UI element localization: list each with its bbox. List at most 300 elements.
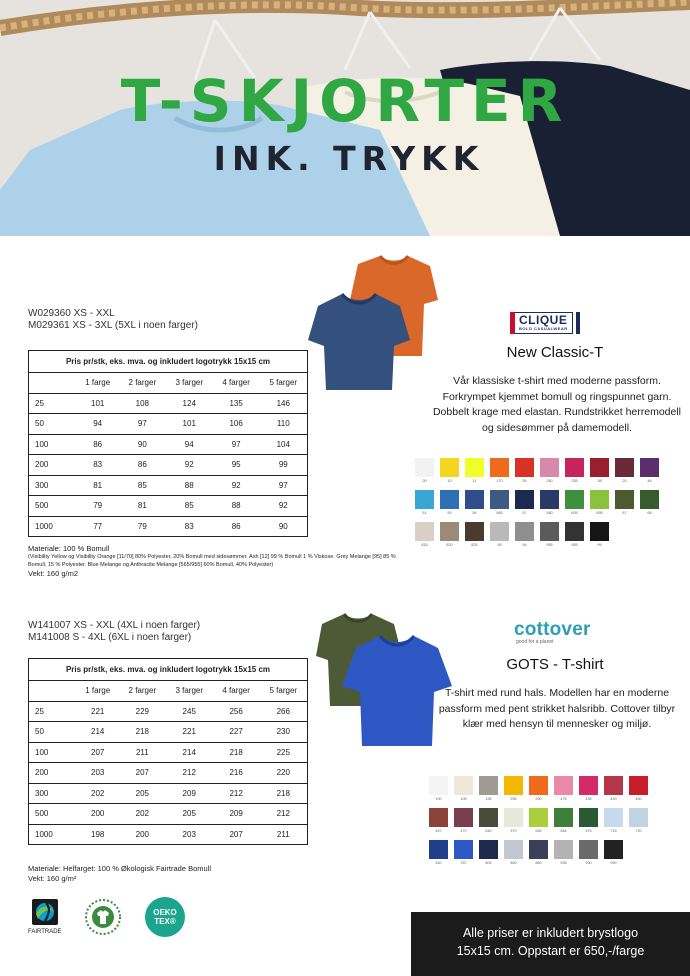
swatch-row	[414, 490, 664, 516]
footer-line-2: 15x15 cm. Oppstart er 650,-/farge	[456, 944, 645, 958]
swatch-code: 56	[472, 511, 477, 515]
price-cell: 212	[260, 804, 308, 825]
price-cell: 221	[166, 722, 213, 743]
color-swatch	[589, 490, 610, 516]
quantity-cell: 300	[29, 475, 77, 496]
price-cell: 108	[119, 393, 166, 414]
price-cell: 230	[260, 722, 308, 743]
swatch-code: 540	[485, 829, 492, 833]
table-row	[29, 783, 308, 804]
swatch-code: 440	[610, 797, 617, 801]
table-row	[29, 824, 308, 845]
color-swatch	[414, 490, 435, 516]
price-cell: 205	[119, 783, 166, 804]
color-swatch	[439, 490, 460, 516]
swatch-chip	[540, 458, 559, 477]
swatch-chip	[604, 776, 623, 795]
swatch-chip	[479, 776, 498, 795]
price-cell: 211	[260, 824, 308, 845]
price-cell: 229	[119, 701, 166, 722]
material-line: Materiale: Helfarget: 100 % Økologisk Fairtrade Bomull	[28, 864, 211, 873]
price-cell: 97	[213, 434, 260, 455]
color-swatch	[464, 490, 485, 516]
swatch-chip	[440, 522, 459, 541]
swatch-chip	[465, 522, 484, 541]
swatch-code: 880	[535, 861, 542, 865]
quantity-cell: 100	[29, 742, 77, 763]
price-cell: 135	[213, 393, 260, 414]
oeko-line-1: OEKO	[152, 908, 177, 917]
fairtrade-logo	[28, 899, 62, 935]
product-description: T-shirt med rund hals. Modellen har en moderne passform med pent strikket halsribb. Cottover tilbyr klær med hensyn til mennesker og miljø.	[438, 687, 676, 730]
swatch-code: 51	[422, 511, 427, 515]
swatch-chip	[554, 808, 573, 827]
cottover-logo	[514, 620, 591, 645]
price-cell: 146	[260, 393, 308, 414]
swatch-code: 545	[535, 829, 542, 833]
price-cell: 95	[213, 455, 260, 476]
color-swatch	[539, 490, 560, 516]
swatch-chip	[504, 776, 523, 795]
color-swatch	[528, 808, 549, 834]
price-cell: 211	[119, 742, 166, 763]
swatch-code: 255	[571, 479, 578, 483]
swatch-chip	[540, 522, 559, 541]
price-cell: 256	[213, 701, 260, 722]
swatch-code: 850	[510, 861, 517, 865]
product-name: GOTS - T-shirt	[506, 656, 604, 673]
table-row	[29, 763, 308, 784]
product-name: New Classic-T	[506, 344, 604, 361]
swatch-code: 825	[471, 543, 478, 547]
color-swatch	[489, 522, 510, 548]
table-row	[29, 393, 308, 414]
color-swatch	[603, 776, 624, 802]
brand-name: cottover	[514, 619, 591, 640]
swatch-chip	[504, 840, 523, 859]
quantity-cell: 200	[29, 455, 77, 476]
product-section-clique	[0, 236, 690, 596]
swatch-code: 290	[535, 797, 542, 801]
quantity-cell: 100	[29, 434, 77, 455]
model-line: W029360 XS - XXL	[28, 308, 115, 319]
swatch-code: 935	[560, 861, 567, 865]
price-cell: 86	[119, 455, 166, 476]
swatch-code: 450	[635, 797, 642, 801]
color-swatches	[428, 776, 653, 872]
column-header: 3 farger	[166, 373, 213, 394]
color-swatch	[453, 776, 474, 802]
price-table	[28, 350, 308, 537]
price-cell: 94	[166, 434, 213, 455]
price-cell: 218	[119, 722, 166, 743]
color-swatch	[539, 458, 560, 484]
swatch-chip	[565, 458, 584, 477]
price-cell: 266	[260, 701, 308, 722]
price-cell: 101	[77, 393, 119, 414]
swatch-code: 105	[460, 797, 467, 801]
product-description: Vår klassiske t-shirt med moderne passform. Forkrympet kjemmet bomull og ringspunnet garn. Dobbelt krage med elastan. Rundstrikket herremodell og sidesømmer på damemodell.	[432, 375, 682, 434]
swatch-chip	[479, 808, 498, 827]
color-swatch	[564, 522, 585, 548]
swatch-code: 570	[510, 829, 517, 833]
color-swatches	[414, 458, 664, 554]
swatch-chip	[429, 808, 448, 827]
swatch-chip	[454, 840, 473, 859]
color-swatch	[428, 840, 449, 866]
swatch-chip	[590, 522, 609, 541]
gots-logo	[84, 898, 122, 936]
hero-subtitle: INK. TRYKK	[213, 139, 485, 178]
price-table-header-row	[29, 681, 308, 702]
product-photo-clique	[308, 244, 438, 399]
swatch-chip	[440, 490, 459, 509]
swatch-code: 10	[447, 479, 452, 483]
quantity-cell: 50	[29, 414, 77, 435]
oeko-tex-logo	[144, 896, 186, 938]
swatch-row	[414, 522, 664, 548]
swatch-row	[428, 840, 653, 866]
quantity-cell: 500	[29, 496, 77, 517]
price-cell: 124	[166, 393, 213, 414]
column-header: 2 farger	[119, 373, 166, 394]
column-header: 4 farger	[213, 681, 260, 702]
price-cell: 218	[213, 742, 260, 763]
cert-label: FAIRTRADE	[28, 929, 62, 935]
table-row	[29, 516, 308, 537]
footer-line-1: Alle priser er inkludert brystlogo	[462, 926, 639, 940]
clique-logo	[510, 312, 580, 334]
model-line: M141008 S - 4XL (6XL i noen farger)	[28, 632, 192, 643]
column-header	[29, 373, 77, 394]
swatch-chip	[465, 458, 484, 477]
price-cell: 86	[213, 516, 260, 537]
swatch-code: 25	[622, 479, 627, 483]
color-swatch	[503, 808, 524, 834]
color-swatch	[589, 458, 610, 484]
color-swatch	[564, 458, 585, 484]
swatch-chip	[490, 490, 509, 509]
price-cell: 94	[77, 414, 119, 435]
swatch-code: 155	[485, 797, 492, 801]
color-swatch	[414, 458, 435, 484]
price-cell: 214	[77, 722, 119, 743]
price-cell: 216	[213, 763, 260, 784]
swatch-code: 100	[435, 797, 442, 801]
swatch-code: 46	[647, 479, 652, 483]
brand-tagline: BOLD CASUALWEAR	[519, 326, 568, 331]
price-cell: 205	[166, 804, 213, 825]
swatch-chip	[515, 490, 534, 509]
swatch-chip	[590, 490, 609, 509]
price-cell: 220	[260, 763, 308, 784]
swatch-code: 57	[522, 511, 527, 515]
color-swatch	[589, 522, 610, 548]
swatch-chip	[565, 490, 584, 509]
swatch-code: 440	[435, 861, 442, 865]
brand-name: CLIQUE	[519, 313, 568, 327]
color-swatch	[428, 776, 449, 802]
swatch-code: 68	[647, 511, 652, 515]
price-cell: 88	[213, 496, 260, 517]
swatch-chip	[454, 808, 473, 827]
color-swatch	[539, 522, 560, 548]
color-swatch	[478, 808, 499, 834]
price-cell: 101	[166, 414, 213, 435]
column-header: 5 farger	[260, 373, 308, 394]
swatch-code: 575	[585, 829, 592, 833]
price-cell: 207	[77, 742, 119, 763]
color-swatch	[603, 840, 624, 866]
color-swatch	[503, 840, 524, 866]
color-swatch	[453, 808, 474, 834]
quantity-cell: 300	[29, 783, 77, 804]
swatch-chip	[565, 522, 584, 541]
color-swatch	[453, 840, 474, 866]
swatch-code: 38	[597, 479, 602, 483]
price-table-header-row	[29, 373, 308, 394]
price-cell: 207	[213, 824, 260, 845]
table-row	[29, 496, 308, 517]
material-info	[28, 864, 211, 884]
swatch-code: 250	[546, 479, 553, 483]
color-swatch	[428, 808, 449, 834]
swatch-code: 805	[485, 861, 492, 865]
price-cell: 99	[260, 455, 308, 476]
swatch-code: 820	[446, 543, 453, 547]
price-cell: 92	[260, 496, 308, 517]
price-cell: 212	[213, 783, 260, 804]
swatch-chip	[529, 808, 548, 827]
price-cell: 225	[260, 742, 308, 763]
swatch-code: 955	[571, 543, 578, 547]
swatch-code: 580	[546, 511, 553, 515]
swatch-chip	[479, 840, 498, 859]
swatch-chip	[529, 776, 548, 795]
quantity-cell: 200	[29, 763, 77, 784]
color-swatch	[478, 776, 499, 802]
swatch-code: 95	[497, 543, 502, 547]
price-cell: 77	[77, 516, 119, 537]
hero-title: T-SKJORTER	[120, 67, 570, 135]
price-cell: 83	[77, 455, 119, 476]
price-table-caption: Pris pr/stk, eks. mva. og inkludert logotrykk 15x15 cm	[29, 351, 308, 373]
column-header: 5 farger	[260, 681, 308, 702]
swatch-code: 815	[421, 543, 428, 547]
quantity-cell: 50	[29, 722, 77, 743]
swatch-code: 584	[560, 829, 567, 833]
price-cell: 202	[119, 804, 166, 825]
swatch-chip	[590, 458, 609, 477]
swatch-chip	[554, 840, 573, 859]
quantity-cell: 1000	[29, 516, 77, 537]
color-swatch	[578, 776, 599, 802]
price-cell: 227	[213, 722, 260, 743]
swatch-code: 787	[460, 861, 467, 865]
color-swatch	[639, 458, 660, 484]
price-cell: 90	[260, 516, 308, 537]
column-header: 1 farge	[77, 681, 119, 702]
price-cell: 79	[119, 516, 166, 537]
swatch-code: 435	[585, 797, 592, 801]
swatch-chip	[515, 458, 534, 477]
price-cell: 92	[213, 475, 260, 496]
color-swatch	[489, 490, 510, 516]
swatch-code: 99	[597, 543, 602, 547]
swatch-code: 930	[585, 861, 592, 865]
swatch-row	[414, 458, 664, 484]
swatch-code: 67	[622, 511, 627, 515]
swatch-code: 457	[435, 829, 442, 833]
color-swatch	[464, 522, 485, 548]
swatch-chip	[615, 458, 634, 477]
price-cell: 209	[213, 804, 260, 825]
price-cell: 212	[166, 763, 213, 784]
price-cell: 97	[260, 475, 308, 496]
swatch-chip	[640, 458, 659, 477]
price-cell: 83	[166, 516, 213, 537]
brand-tagline: good for a planet	[516, 639, 554, 645]
price-table-caption: Pris pr/stk, eks. mva. og inkludert logotrykk 15x15 cm	[29, 659, 308, 681]
price-cell: 209	[166, 783, 213, 804]
swatch-chip	[440, 458, 459, 477]
color-swatch	[628, 808, 649, 834]
swatch-code: 565	[496, 511, 503, 515]
swatch-code: 695	[596, 511, 603, 515]
price-cell: 214	[166, 742, 213, 763]
hero-banner	[0, 0, 690, 236]
color-swatch	[578, 840, 599, 866]
swatch-row	[428, 776, 653, 802]
swatch-row	[428, 808, 653, 834]
swatch-code: 255	[510, 797, 517, 801]
color-swatch	[553, 808, 574, 834]
price-table	[28, 658, 308, 845]
price-cell: 202	[77, 783, 119, 804]
model-numbers	[28, 308, 198, 332]
quantity-cell: 25	[29, 701, 77, 722]
swatch-code: 35	[522, 479, 527, 483]
swatch-code: 11	[472, 479, 477, 483]
price-cell: 104	[260, 434, 308, 455]
color-swatch	[578, 808, 599, 834]
color-swatch	[639, 490, 660, 516]
swatch-chip	[429, 776, 448, 795]
swatch-chip	[415, 490, 434, 509]
swatch-code: 94	[522, 543, 527, 547]
color-swatch	[603, 808, 624, 834]
swatch-chip	[629, 808, 648, 827]
price-cell: 85	[166, 496, 213, 517]
table-row	[29, 722, 308, 743]
price-cell: 86	[77, 434, 119, 455]
table-row	[29, 701, 308, 722]
price-cell: 110	[260, 414, 308, 435]
color-swatch	[528, 840, 549, 866]
swatch-chip	[490, 522, 509, 541]
price-table-caption-row	[29, 659, 308, 681]
swatch-chip	[604, 808, 623, 827]
color-swatch	[414, 522, 435, 548]
color-swatch	[628, 776, 649, 802]
table-row	[29, 804, 308, 825]
swatch-chip	[615, 490, 634, 509]
swatch-code: 720	[635, 829, 642, 833]
price-cell: 221	[77, 701, 119, 722]
swatch-chip	[579, 776, 598, 795]
color-swatch	[489, 458, 510, 484]
swatch-code: 955	[546, 543, 553, 547]
swatch-code: 00	[422, 479, 427, 483]
swatch-chip	[515, 522, 534, 541]
weight-line: Vekt: 160 g/m²	[28, 874, 77, 883]
model-numbers	[28, 620, 200, 644]
swatch-chip	[604, 840, 623, 859]
swatch-chip	[415, 522, 434, 541]
swatch-chip	[554, 776, 573, 795]
product-photo-cottover	[316, 604, 456, 759]
column-header: 3 farger	[166, 681, 213, 702]
color-swatch	[464, 458, 485, 484]
table-row	[29, 475, 308, 496]
swatch-code: 470	[460, 829, 467, 833]
swatch-chip	[579, 840, 598, 859]
swatch-code: 170	[496, 479, 503, 483]
color-swatch	[553, 840, 574, 866]
price-cell: 203	[166, 824, 213, 845]
swatch-chip	[504, 808, 523, 827]
swatch-code: 990	[610, 861, 617, 865]
swatch-chip	[490, 458, 509, 477]
swatch-chip	[429, 840, 448, 859]
color-swatch	[564, 490, 585, 516]
price-cell: 90	[119, 434, 166, 455]
color-swatch	[514, 490, 535, 516]
quantity-cell: 25	[29, 393, 77, 414]
swatch-chip	[529, 840, 548, 859]
color-swatch	[514, 458, 535, 484]
swatch-chip	[629, 776, 648, 795]
price-cell: 92	[166, 455, 213, 476]
material-line: Materiale: 100 % Bomull	[28, 544, 110, 553]
table-row	[29, 742, 308, 763]
price-cell: 85	[119, 475, 166, 496]
model-line: M029361 XS - 3XL (5XL i noen farger)	[28, 320, 198, 331]
table-row	[29, 434, 308, 455]
price-cell: 81	[77, 475, 119, 496]
column-header	[29, 681, 77, 702]
swatch-code: 475	[560, 797, 567, 801]
color-swatch	[478, 840, 499, 866]
swatch-chip	[640, 490, 659, 509]
swatch-chip	[579, 808, 598, 827]
color-swatch	[614, 458, 635, 484]
material-info	[28, 544, 398, 579]
price-cell: 79	[77, 496, 119, 517]
swatch-chip	[465, 490, 484, 509]
price-cell: 200	[77, 804, 119, 825]
color-swatch	[503, 776, 524, 802]
column-header: 4 farger	[213, 373, 260, 394]
color-swatch	[439, 522, 460, 548]
price-cell: 207	[119, 763, 166, 784]
color-swatch	[439, 458, 460, 484]
price-cell: 88	[166, 475, 213, 496]
price-cell: 218	[260, 783, 308, 804]
column-header: 2 farger	[119, 681, 166, 702]
price-cell: 198	[77, 824, 119, 845]
certification-logos	[28, 896, 208, 938]
